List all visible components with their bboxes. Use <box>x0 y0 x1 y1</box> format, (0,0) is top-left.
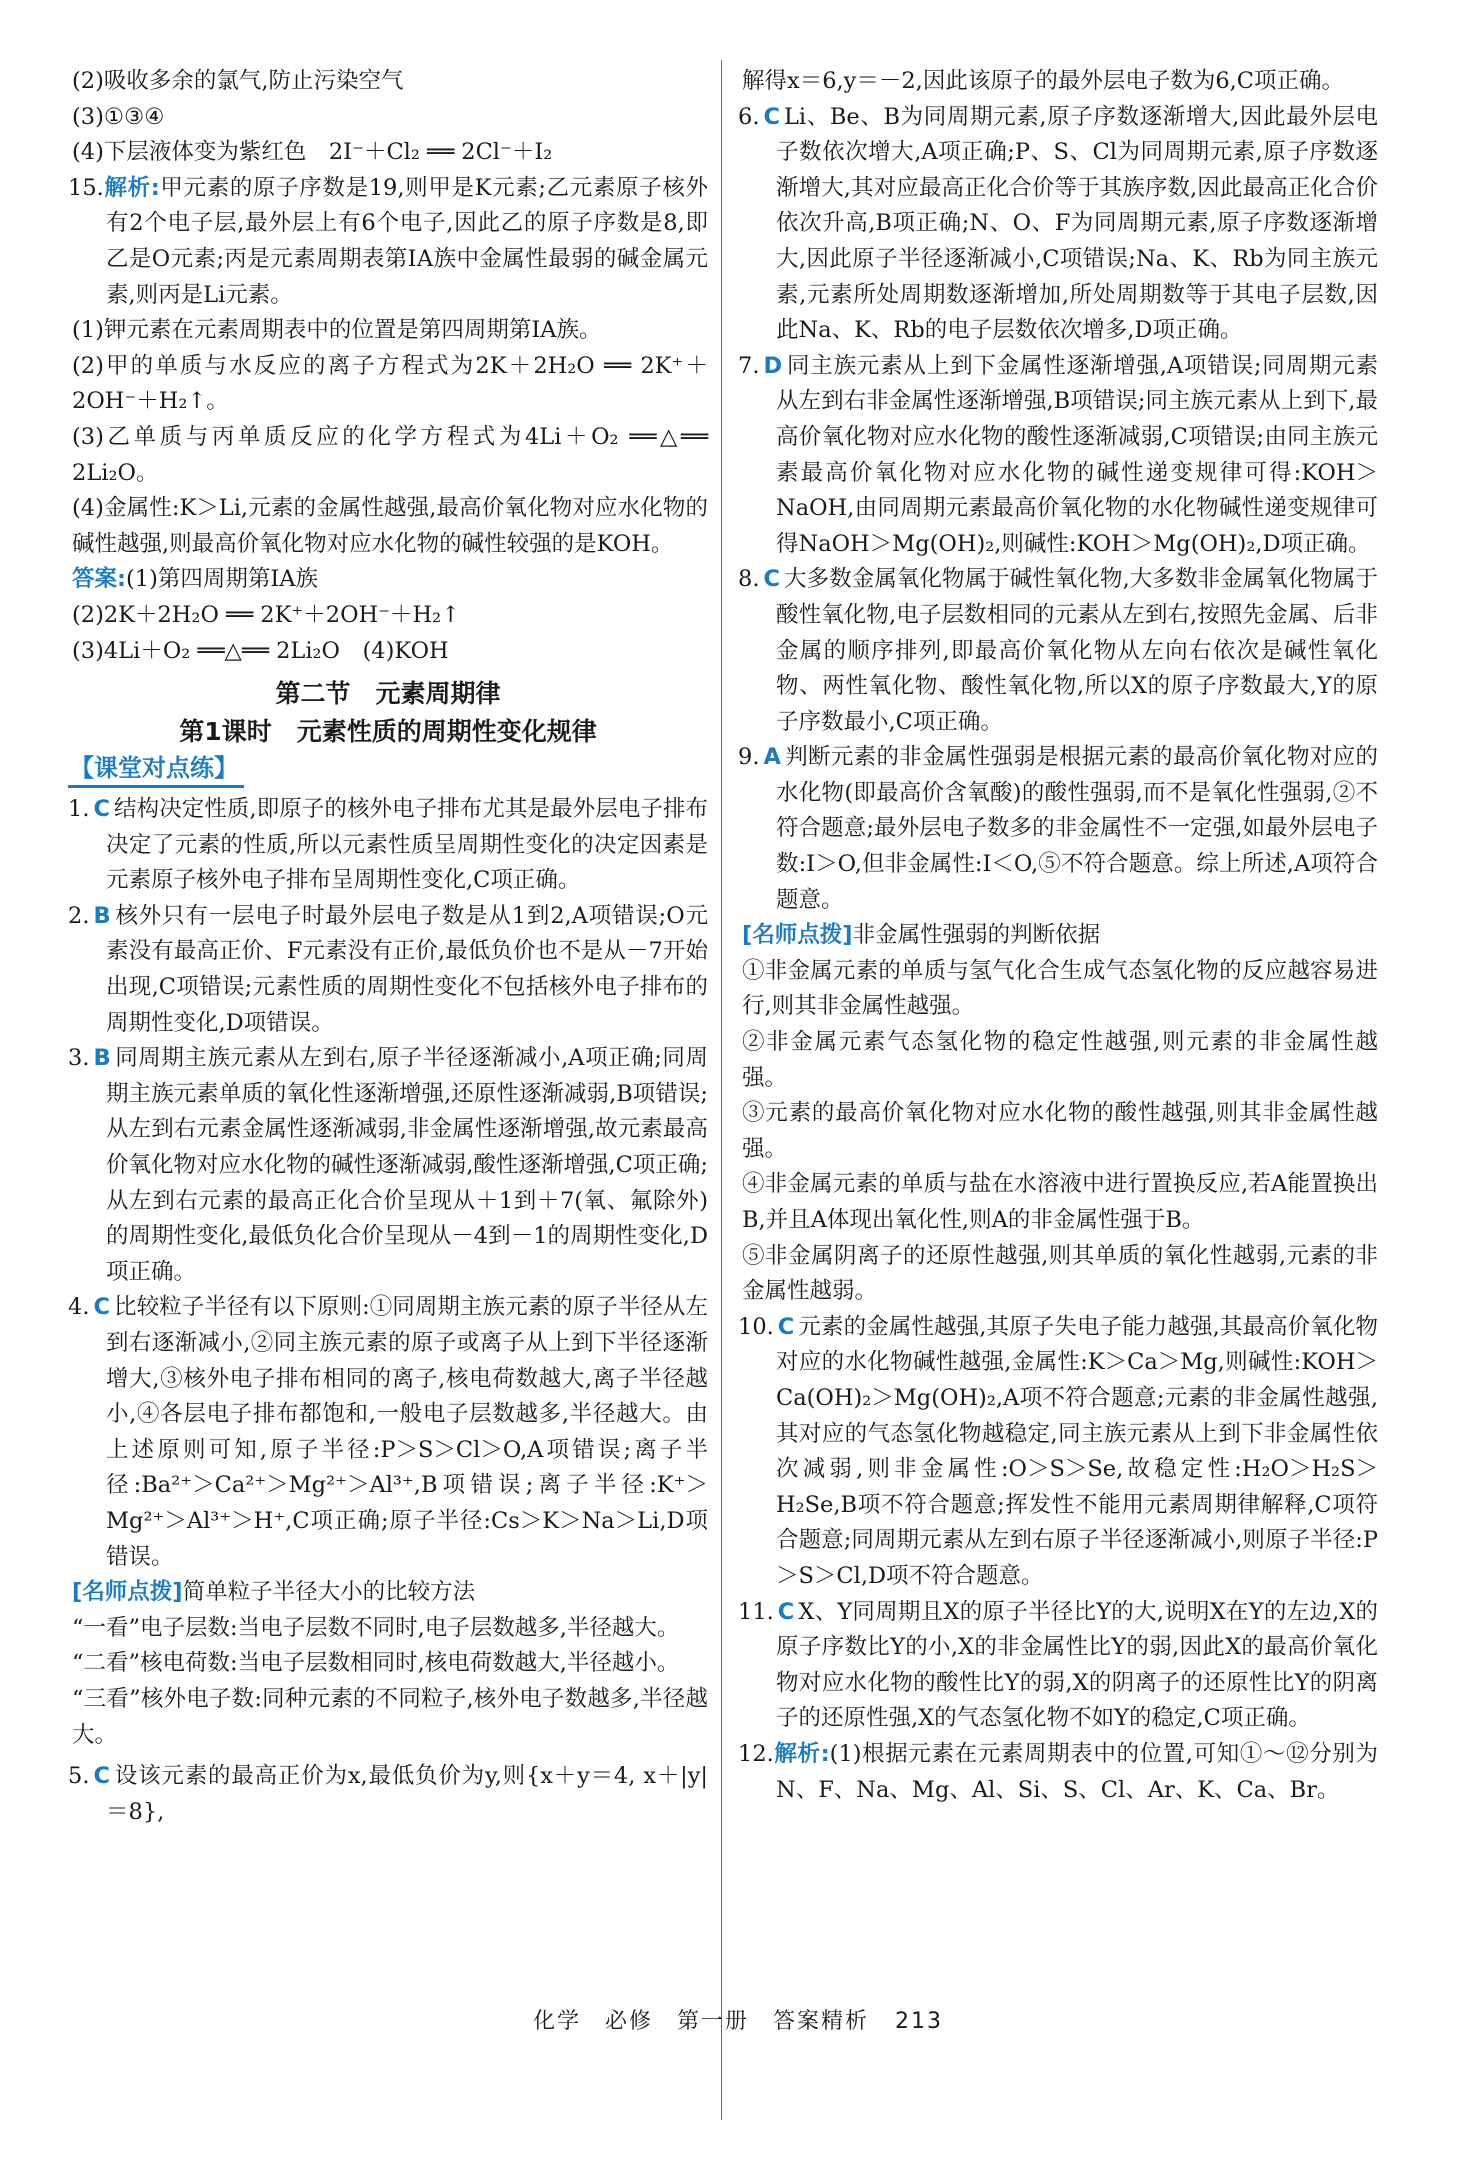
question-number: 5. <box>68 1763 90 1790</box>
answer-letter: C <box>777 1598 795 1625</box>
question-number: 7. <box>738 352 760 379</box>
right-questions <box>738 100 1378 919</box>
lesson-title: 第1课时 元素性质的周期性变化规律 <box>179 717 597 747</box>
question-text: 设该元素的最高正价为x,最低负价为y,则{x＋y＝4, x＋|y|＝8}, <box>106 1763 708 1825</box>
tip-line: ④非金属元素的单质与盐在水溶液中进行置换反应,若A能置换出B,并且A体现出氧化性,则A的非金属性强于B。 <box>742 1171 1378 1233</box>
question-text: Li、Be、B为同周期元素,原子序数逐渐增大,因此最外层电子数依次增大,A项正确;P、S、Cl为同周期元素,原子序数逐渐增大,其对应最高正化合价等于其族序数,因此最高正化合价依次升高,B项正确;N、O、F为同周期元素,原子序数逐渐增大,因此原子半径逐渐减小,C项错误;Na、K、Rb为同主族元素,元素所处周期数逐渐增加,所处周期数等于其电子层数,因此Na、K、Rb的电子层数依次增多,D项正确。 <box>776 103 1378 344</box>
question-text: 元素的金属性越强,其原子失电子能力越强,其最高价氧化物对应的水化物碱性越强,金属性:K＞Ca＞Mg,则碱性:KOH＞Ca(OH)₂＞Mg(OH)₂,A项不符合题意;元素的非金属性越强,其对应的气态氢化物越稳定,同主族元素从上到下非金属性依次减弱,则非金属性:O＞S＞Se,故稳定性:H₂O＞H₂S＞H₂Se,B项不符合题意;挥发性不能用元素周期律解释,C项符合题意;同周期元素从左到右原子半径逐渐减小,则原子半径:P＞S＞Cl,D项不符合题意。 <box>776 1313 1378 1589</box>
page-number: 213 <box>895 2009 943 2034</box>
question-text: X、Y同周期且X的原子半径比Y的大,说明X在Y的左边,X的原子序数比Y的小,X的非金属性比Y的弱,因此X的最高价氧化物对应水化物的酸性比Y的弱,X的阴离子的还原性比Y的阴离子的还原性强,X的气态氢化物不如Y的稳定,C项正确。 <box>776 1598 1378 1732</box>
question-number: 3. <box>68 1045 90 1072</box>
q15-item: (4)金属性:K＞Li,元素的金属性越强,最高价氧化物对应水化物的碱性越强,则最高价氧化物对应水化物的碱性较强的是KOH。 <box>72 495 708 557</box>
practice-banner: 【课堂对点练】 <box>68 751 244 788</box>
answer-label: 答案: <box>72 566 126 593</box>
question-3 <box>68 1041 708 1290</box>
question-number: 4. <box>68 1294 90 1321</box>
question-9 <box>738 740 1378 918</box>
answer-letter: C <box>93 796 110 823</box>
answer-letter: D <box>763 352 783 379</box>
q5-continued: 解得x＝6,y＝－2,因此该原子的最外层电子数为6,C项正确。 <box>742 68 1345 94</box>
tip-line: “三看”核外电子数:同种元素的不同粒子,核外电子数越多,半径越大。 <box>72 1685 708 1748</box>
tip-line: “二看”核电荷数:当电子层数相同时,核电荷数越大,半径越小。 <box>72 1650 680 1677</box>
analysis-label: 解析: <box>773 1740 830 1767</box>
answer-letter: C <box>763 566 780 593</box>
tip-lines <box>68 1611 708 1753</box>
q15-answer <box>68 562 708 598</box>
tip-title: 非金属性强弱的判断依据 <box>852 922 1101 949</box>
tip-lines <box>738 954 1378 1310</box>
tip-label: [名师点拨] <box>72 1579 183 1606</box>
column-divider <box>721 60 722 2120</box>
question-number: 9. <box>738 744 760 771</box>
question-number: 12. <box>738 1740 774 1767</box>
question-number: 15. <box>68 174 104 201</box>
q15-text: 甲元素的原子序数是19,则甲是K元素;乙元素原子核外有2个电子层,最外层上有6个电子,因此乙的原子序数是8,即乙是O元素;丙是元素周期表第ⅠA族中金属性最弱的碱金属元素,则丙是Li元素。 <box>106 174 708 308</box>
answer-line: (4)下层液体变为紫红色 2I⁻＋Cl₂ ══ 2Cl⁻＋I₂ <box>72 139 553 166</box>
tip-line: “一看”电子层数:当电子层数不同时,电子层数越多,半径越大。 <box>72 1614 680 1641</box>
question-11 <box>738 1595 1378 1737</box>
q15-item: (3)乙单质与丙单质反应的化学方程式为4Li＋O₂ ══△══ 2Li₂O。 <box>72 423 708 486</box>
question-number: 1. <box>68 796 90 823</box>
question-number: 10. <box>738 1313 774 1340</box>
section-title: 第二节 元素周期律 <box>275 679 501 709</box>
q15-analysis <box>68 171 708 313</box>
question-4 <box>68 1290 708 1575</box>
right-questions-2 <box>738 1310 1378 1737</box>
question-8 <box>738 562 1378 740</box>
question-10 <box>738 1310 1378 1595</box>
question-1 <box>68 792 708 899</box>
left-questions <box>68 792 708 1575</box>
answer-letter: C <box>93 1763 110 1790</box>
answer-line: (2)吸收多余的氯气,防止污染空气 <box>72 68 404 94</box>
tip-heading <box>68 1575 708 1611</box>
tip-line: ③元素的最高价氧化物对应水化物的酸性越强,则其非金属性越强。 <box>742 1100 1378 1162</box>
footer-title: 化学 必修 第一册 答案精析 <box>532 2009 869 2034</box>
q15-items <box>68 313 708 562</box>
question-number: 11. <box>738 1598 774 1625</box>
page-footer <box>0 2004 1476 2040</box>
tip-line: ②非金属元素气态氢化物的稳定性越强,则元素的非金属性越强。 <box>742 1029 1378 1091</box>
answer-letter: C <box>93 1294 110 1321</box>
tip-line: ①非金属元素的单质与氢气化合生成气态氢化物的反应越容易进行,则其非金属性越强。 <box>742 957 1378 1020</box>
question-7 <box>738 349 1378 563</box>
question-text: 同主族元素从上到下金属性逐渐增强,A项错误;同周期元素从左到右非金属性逐渐增强,B项错误;同主族元素从上到下,最高价氧化物对应水化物的酸性逐渐减弱,C项错误;由同主族元素最高价氧化物对应水化物的碱性递变规律可得:KOH＞NaOH,由同周期元素最高价氧化物的水化物碱性递变规律可得NaOH＞Mg(OH)₂,则碱性:KOH＞Mg(OH)₂,D项正确。 <box>776 352 1378 557</box>
question-text: 同周期主族元素从左到右,原子半径逐渐减小,A项正确;同周期主族元素单质的氧化性逐渐增强,还原性逐渐减弱,B项错误;从左到右元素金属性逐渐减弱,非金属性逐渐增强,故元素最高价氧化物对应水化物的碱性逐渐减弱,酸性逐渐增强,C项正确;从左到右元素的最高正化合价呈现从＋1到＋7(氧、氟除外)的周期性变化,最低负化合价呈现从－4到－1的周期性变化,D项正确。 <box>106 1045 708 1285</box>
q15-item: (1)钾元素在元素周期表中的位置是第四周期第ⅠA族。 <box>72 317 602 344</box>
answer-line: (3)①③④ <box>72 103 165 130</box>
question-text: 判断元素的非金属性强弱是根据元素的最高价氧化物对应的水化物(即最高价含氧酸)的酸性强弱,而不是氧化性强弱,②不符合题意;最外层电子数多的非金属性不一定强,如最外层电子数:I＞O,但非金属性:I＜O,⑤不符合题意。综上所述,A项符合题意。 <box>776 744 1378 913</box>
question-2 <box>68 899 708 1041</box>
question-number: 6. <box>738 103 760 130</box>
q14-answer-lines <box>68 64 708 171</box>
answer-letter: C <box>763 103 780 130</box>
q12-analysis <box>738 1737 1378 1808</box>
question-number: 2. <box>68 902 90 929</box>
tip-label: [名师点拨] <box>742 922 853 949</box>
question-number: 8. <box>738 566 760 593</box>
question-text: 大多数金属氧化物属于碱性氧化物,大多数非金属氧化物属于酸性氧化物,电子层数相同的元素从左到右,按照先金属、后非金属的顺序排列,即最高价氧化物从左向右依次是碱性氧化物、两性氧化物、酸性氧化物,所以X的原子序数最大,Y的原子序数最小,C项正确。 <box>776 566 1378 735</box>
answer-letter: C <box>777 1313 795 1340</box>
answer-letter: B <box>93 1045 111 1072</box>
question-6 <box>738 100 1378 349</box>
right-column <box>738 64 1378 1808</box>
q15-answer-2: (2)2K＋2H₂O ══ 2K⁺＋2OH⁻＋H₂↑ <box>72 601 461 628</box>
question-text: 结构决定性质,即原子的核外电子排布尤其是最外层电子排布决定了元素的性质,所以元素性质呈周期性变化的决定因素是元素原子核外电子排布呈周期性变化,C项正确。 <box>106 796 708 894</box>
tip-line: ⑤非金属阴离子的还原性越强,则其单质的氧化性越弱,元素的非金属性越弱。 <box>742 1242 1378 1305</box>
q15-item: (2)甲的单质与水反应的离子方程式为2K＋2H₂O ══ 2K⁺＋2OH⁻＋H₂↑。 <box>72 352 708 415</box>
answer-letter: B <box>93 902 111 929</box>
analysis-label: 解析: <box>103 174 160 201</box>
question-text: 比较粒子半径有以下原则:①同周期主族元素的原子半径从左到右逐渐减小,②同主族元素的原子或离子从上到下半径逐渐增大,③核外电子排布相同的离子,核电荷数越大,离子半径越小,④各层电子排布都饱和,一般电子层数越多,半径越大。由上述原则可知,原子半径:P＞S＞Cl＞O,A项错误;离子半径:Ba²⁺＞Ca²⁺＞Mg²⁺＞Al³⁺,B项错误;离子半径:K⁺＞Mg²⁺＞Al³⁺＞H⁺,C项正确;原子半径:Cs＞K＞Na＞Li,D项错误。 <box>106 1294 708 1570</box>
question-text: 核外只有一层电子时最外层电子数是从1到2,A项错误;O元素没有最高正价、F元素没有正价,最低负价也不是从－7开始出现,C项错误;元素性质的周期性变化不包括核外电子排布的周期性变化,D项错误。 <box>106 902 708 1036</box>
left-column <box>68 64 708 1830</box>
answer-letter: A <box>763 744 781 771</box>
q15-answer-1: (1)第四周期第ⅠA族 <box>126 566 319 593</box>
tip-title: 简单粒子半径大小的比较方法 <box>182 1579 476 1606</box>
q12-text: (1)根据元素在元素周期表中的位置,可知①～⑫分别为N、F、Na、Mg、Al、Si、S、Cl、Ar、K、Ca、Br。 <box>776 1740 1379 1803</box>
q15-answer-3: (3)4Li＋O₂ ══△══ 2Li₂O (4)KOH <box>72 637 449 664</box>
tip-heading <box>738 918 1378 954</box>
question-5 <box>68 1759 708 1830</box>
